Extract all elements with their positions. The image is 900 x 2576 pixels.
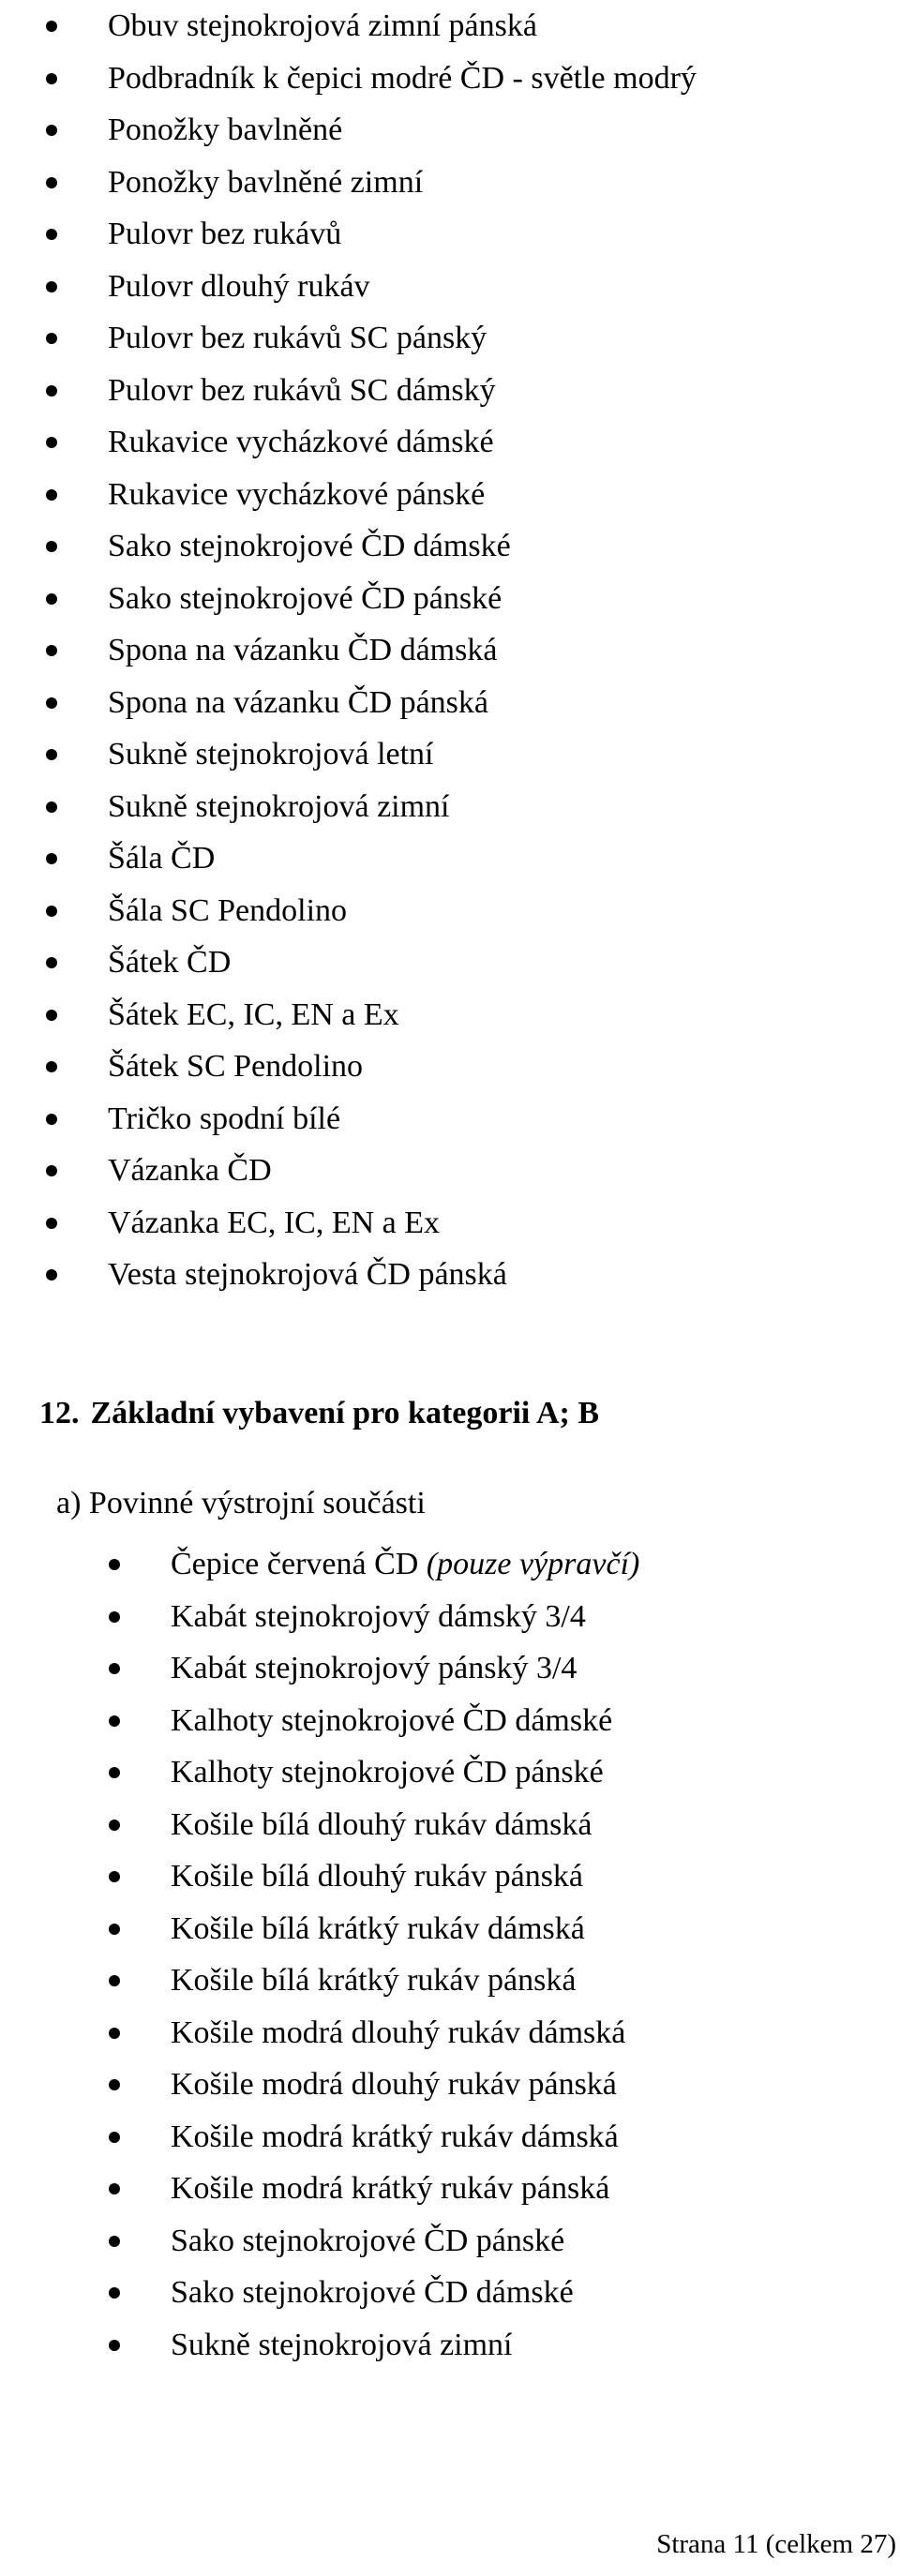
bullet-icon — [109, 1611, 120, 1623]
list-item — [0, 2007, 639, 2059]
list-item-text: Košile modrá dlouhý rukáv pánská — [171, 2067, 617, 2102]
bullet-icon — [109, 2183, 120, 2194]
list-item-text: Sukně stejnokrojová zimní — [171, 2327, 513, 2362]
bullet-icon — [46, 697, 57, 709]
bullet-icon — [46, 957, 57, 968]
list-item-text: Košile modrá krátký rukáv dámská — [171, 2119, 619, 2154]
list-item-text: Spona na vázanku ČD dámská — [108, 633, 498, 667]
bullet-icon — [46, 437, 57, 448]
bullet-icon — [46, 1269, 57, 1281]
list-item-text: Šála ČD — [108, 841, 216, 876]
bullet-icon — [46, 749, 57, 760]
list-item-text: Sako stejnokrojové ČD pánské — [171, 2223, 565, 2258]
list-item-text: Pulovr bez rukávů SC dámský — [108, 372, 496, 408]
list-item — [0, 2267, 639, 2319]
bullet-icon — [46, 1010, 57, 1021]
list-item — [0, 157, 697, 209]
list-item-text: Ponožky bavlněné — [108, 112, 343, 147]
uniform-items-list — [0, 0, 697, 1301]
list-item-text: Sukně stejnokrojová zimní — [108, 788, 450, 824]
list-item-text: Pulovr bez rukávů SC pánský — [108, 321, 488, 355]
bullet-icon — [46, 1218, 57, 1229]
list-item — [0, 312, 697, 365]
list-item — [0, 1642, 639, 1695]
list-item — [0, 2215, 639, 2268]
list-item-text: Obuv stejnokrojová zimní pánská — [108, 8, 537, 43]
bullet-icon — [109, 2287, 120, 2299]
list-item — [0, 0, 697, 52]
bullet-icon — [46, 229, 57, 240]
list-item-note: (pouze výpravčí) — [426, 1547, 640, 1581]
list-item — [0, 1903, 639, 1955]
bullet-icon — [46, 1165, 57, 1176]
list-item — [0, 1850, 639, 1903]
bullet-icon — [109, 1559, 120, 1570]
list-item — [0, 469, 697, 521]
bullet-icon — [109, 2236, 120, 2247]
section-number: 12. — [39, 1396, 80, 1430]
list-item-text: Sako stejnokrojové ČD pánské — [108, 580, 502, 616]
bullet-icon — [46, 177, 57, 188]
list-item — [0, 1041, 697, 1093]
section-title: Základní vybavení pro kategorii A; B — [90, 1396, 600, 1430]
mandatory-items-list — [0, 1538, 639, 2371]
bullet-icon — [46, 333, 57, 344]
list-item-text: Šátek SC Pendolino — [108, 1049, 364, 1084]
list-item-text: Sako stejnokrojové ČD dámské — [171, 2275, 574, 2310]
section-heading — [39, 1395, 599, 1432]
bullet-icon — [109, 2028, 120, 2039]
bullet-icon — [109, 2079, 120, 2090]
list-item-text: Podbradník k čepici modré ČD - světle modrý — [108, 60, 697, 96]
list-item-text: Pulovr bez rukávů — [108, 217, 342, 251]
list-item — [0, 2111, 639, 2164]
bullet-icon — [109, 1820, 120, 1831]
list-item — [0, 624, 697, 677]
page-number: Strana 11 (celkem 27) — [656, 2529, 896, 2559]
list-item-text: Šála SC Pendolino — [108, 892, 348, 928]
bullet-icon — [46, 853, 57, 864]
bullet-icon — [46, 73, 57, 84]
bullet-icon — [109, 1663, 120, 1674]
bullet-icon — [46, 801, 57, 813]
list-item-text: Kalhoty stejnokrojové ČD pánské — [171, 1755, 604, 1790]
bullet-icon — [46, 1061, 57, 1072]
list-item — [0, 1538, 639, 1591]
list-item-text: Ponožky bavlněné zimní — [108, 164, 424, 200]
list-item-text: Spona na vázanku ČD pánská — [108, 684, 489, 720]
list-item — [0, 1746, 639, 1799]
bullet-icon — [46, 125, 57, 136]
list-item-text: Košile bílá dlouhý rukáv pánská — [171, 1859, 584, 1894]
list-item — [0, 1591, 639, 1643]
list-item — [0, 832, 697, 885]
bullet-icon — [46, 1114, 57, 1125]
list-item — [0, 728, 697, 781]
bullet-icon — [46, 593, 57, 605]
bullet-icon — [46, 385, 57, 397]
bullet-icon — [46, 21, 57, 32]
list-item-text: Sukně stejnokrojová letní — [108, 737, 434, 771]
list-item-text: Vesta stejnokrojová ČD pánská — [108, 1257, 507, 1292]
list-item-text: Rukavice vycházkové dámské — [108, 425, 494, 459]
list-item-text: Kalhoty stejnokrojové ČD dámské — [171, 1702, 613, 1738]
list-item — [0, 1145, 697, 1197]
list-item-text: Šátek EC, IC, EN a Ex — [108, 996, 399, 1032]
list-item — [0, 104, 697, 157]
list-item-text: Kabát stejnokrojový dámský 3/4 — [171, 1598, 586, 1634]
list-item-text: Sako stejnokrojové ČD dámské — [108, 529, 511, 563]
list-item-text: Košile bílá dlouhý rukáv dámská — [171, 1806, 592, 1842]
list-item — [0, 1093, 697, 1146]
list-item — [0, 520, 697, 573]
list-item-text: Čepice červená ČD — [171, 1547, 419, 1581]
bullet-icon — [109, 1924, 120, 1935]
list-item — [0, 936, 697, 989]
bullet-icon — [46, 281, 57, 292]
list-item-text: Vázanka EC, IC, EN a Ex — [108, 1205, 441, 1240]
bullet-icon — [46, 489, 57, 501]
bullet-icon — [109, 1767, 120, 1778]
list-item-text: Košile bílá krátký rukáv pánská — [171, 1963, 577, 1998]
list-item — [0, 1954, 639, 2007]
bullet-icon — [109, 1715, 120, 1727]
list-item-text: Tričko spodní bílé — [108, 1101, 341, 1136]
list-item — [0, 261, 697, 313]
bullet-icon — [109, 1975, 120, 1986]
list-item-text: Pulovr dlouhý rukáv — [108, 268, 370, 304]
list-item-text: Rukavice vycházkové pánské — [108, 476, 486, 512]
list-item-text: Kabát stejnokrojový pánský 3/4 — [171, 1651, 578, 1685]
bullet-icon — [109, 2340, 120, 2351]
section-subheading: a) Povinné výstrojní součásti — [56, 1486, 426, 1520]
list-item — [0, 1695, 639, 1747]
bullet-icon — [46, 645, 57, 656]
list-item — [0, 208, 697, 261]
list-item — [0, 2163, 639, 2215]
list-item — [0, 416, 697, 469]
bullet-icon — [109, 1871, 120, 1882]
list-item — [0, 365, 697, 417]
list-item-text: Košile bílá krátký rukáv dámská — [171, 1910, 585, 1946]
list-item — [0, 1249, 697, 1301]
list-item-text: Vázanka ČD — [108, 1153, 272, 1188]
list-item — [0, 1799, 639, 1851]
bullet-icon — [46, 541, 57, 552]
list-item-text: Šátek ČD — [108, 945, 232, 980]
list-item-text: Košile modrá krátký rukáv pánská — [171, 2171, 610, 2206]
list-item — [0, 52, 697, 105]
list-item — [0, 573, 697, 625]
list-item — [0, 2059, 639, 2111]
list-item — [0, 2319, 639, 2372]
list-item — [0, 1197, 697, 1250]
list-item — [0, 781, 697, 833]
list-item-text: Košile modrá dlouhý rukáv dámská — [171, 2014, 626, 2050]
list-item — [0, 677, 697, 729]
bullet-icon — [109, 2132, 120, 2143]
bullet-icon — [46, 906, 57, 917]
list-item — [0, 989, 697, 1041]
list-item — [0, 885, 697, 937]
